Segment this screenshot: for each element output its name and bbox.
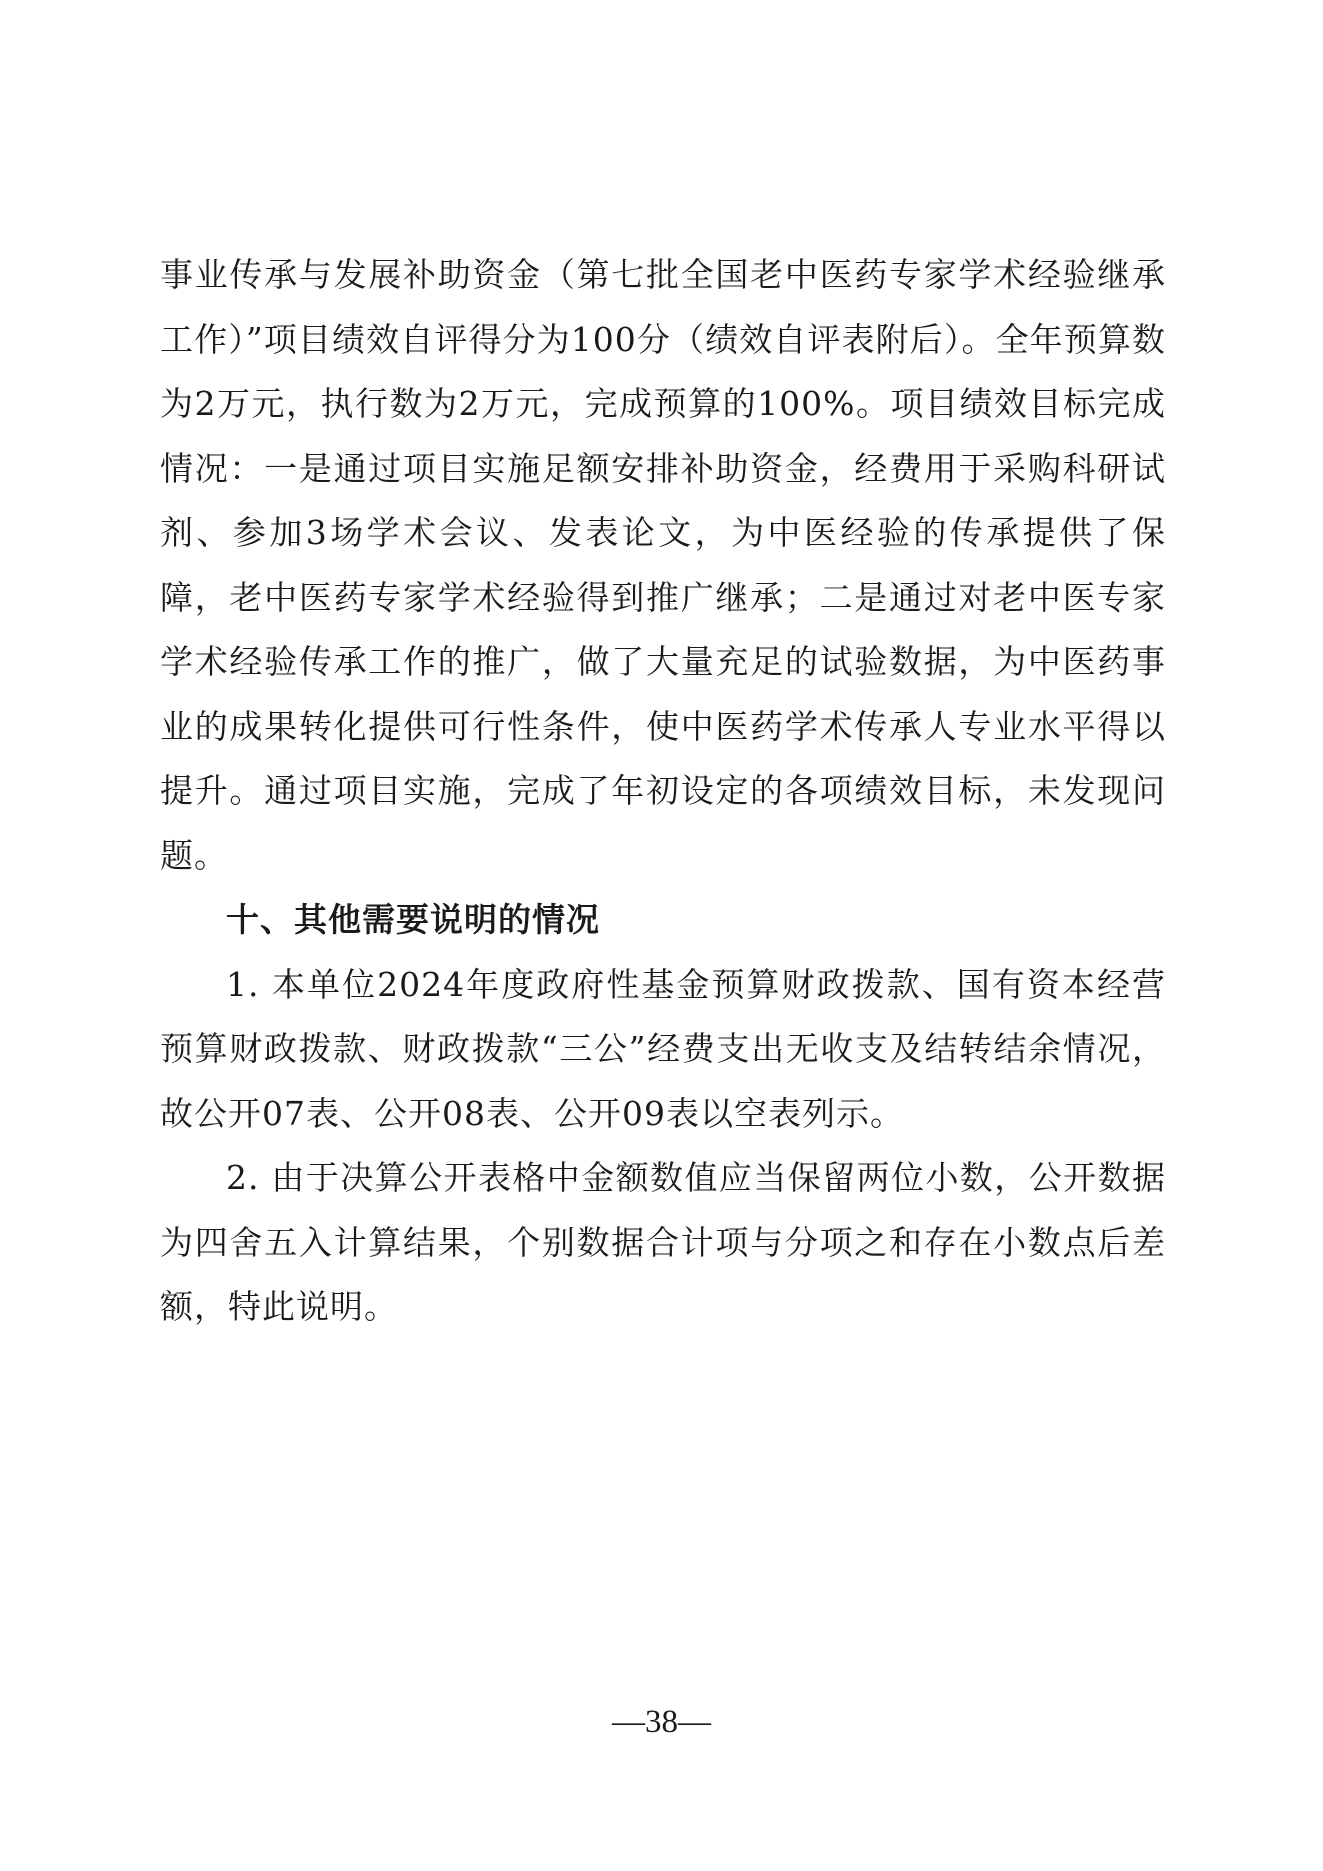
paragraph-note-2: 2. 由于决算公开表格中金额数值应当保留两位小数，公开数据为四舍五入计算结果，个别数据合计项与分项之和存在小数点后差额，特此说明。 [160,1158,1166,1326]
document-body [160,243,1166,1340]
section-heading-other-notes: 十、其他需要说明的情况 [226,900,600,939]
paragraph-project-performance: 事业传承与发展补助资金（第七批全国老中医药专家学术经验继承工作）”项目绩效自评得分为100分（绩效自评表附后）。全年预算数为2万元，执行数为2万元，完成预算的100%。项目绩效目标完成情况：一是通过项目实施足额安排补助资金，经费用于采购科研试剂、参加3场学术会议、发表论文，为中医经验的传承提供了保障，老中医药专家学术经验得到推广继承；二是通过对老中医专家学术经验传承工作的推广，做了大量充足的试验数据，为中医药事业的成果转化提供可行性条件，使中医药学术传承人专业水平得以提升。通过项目实施，完成了年初设定的各项绩效目标，未发现问题。 [160,255,1166,875]
page-number: —38— [612,1704,711,1740]
paragraph-note-1: 1. 本单位2024年度政府性基金预算财政拨款、国有资本经营预算财政拨款、财政拨款“三公”经费支出无收支及结转结余情况，故公开07表、公开08表、公开09表以空表列示。 [160,964,1166,1133]
